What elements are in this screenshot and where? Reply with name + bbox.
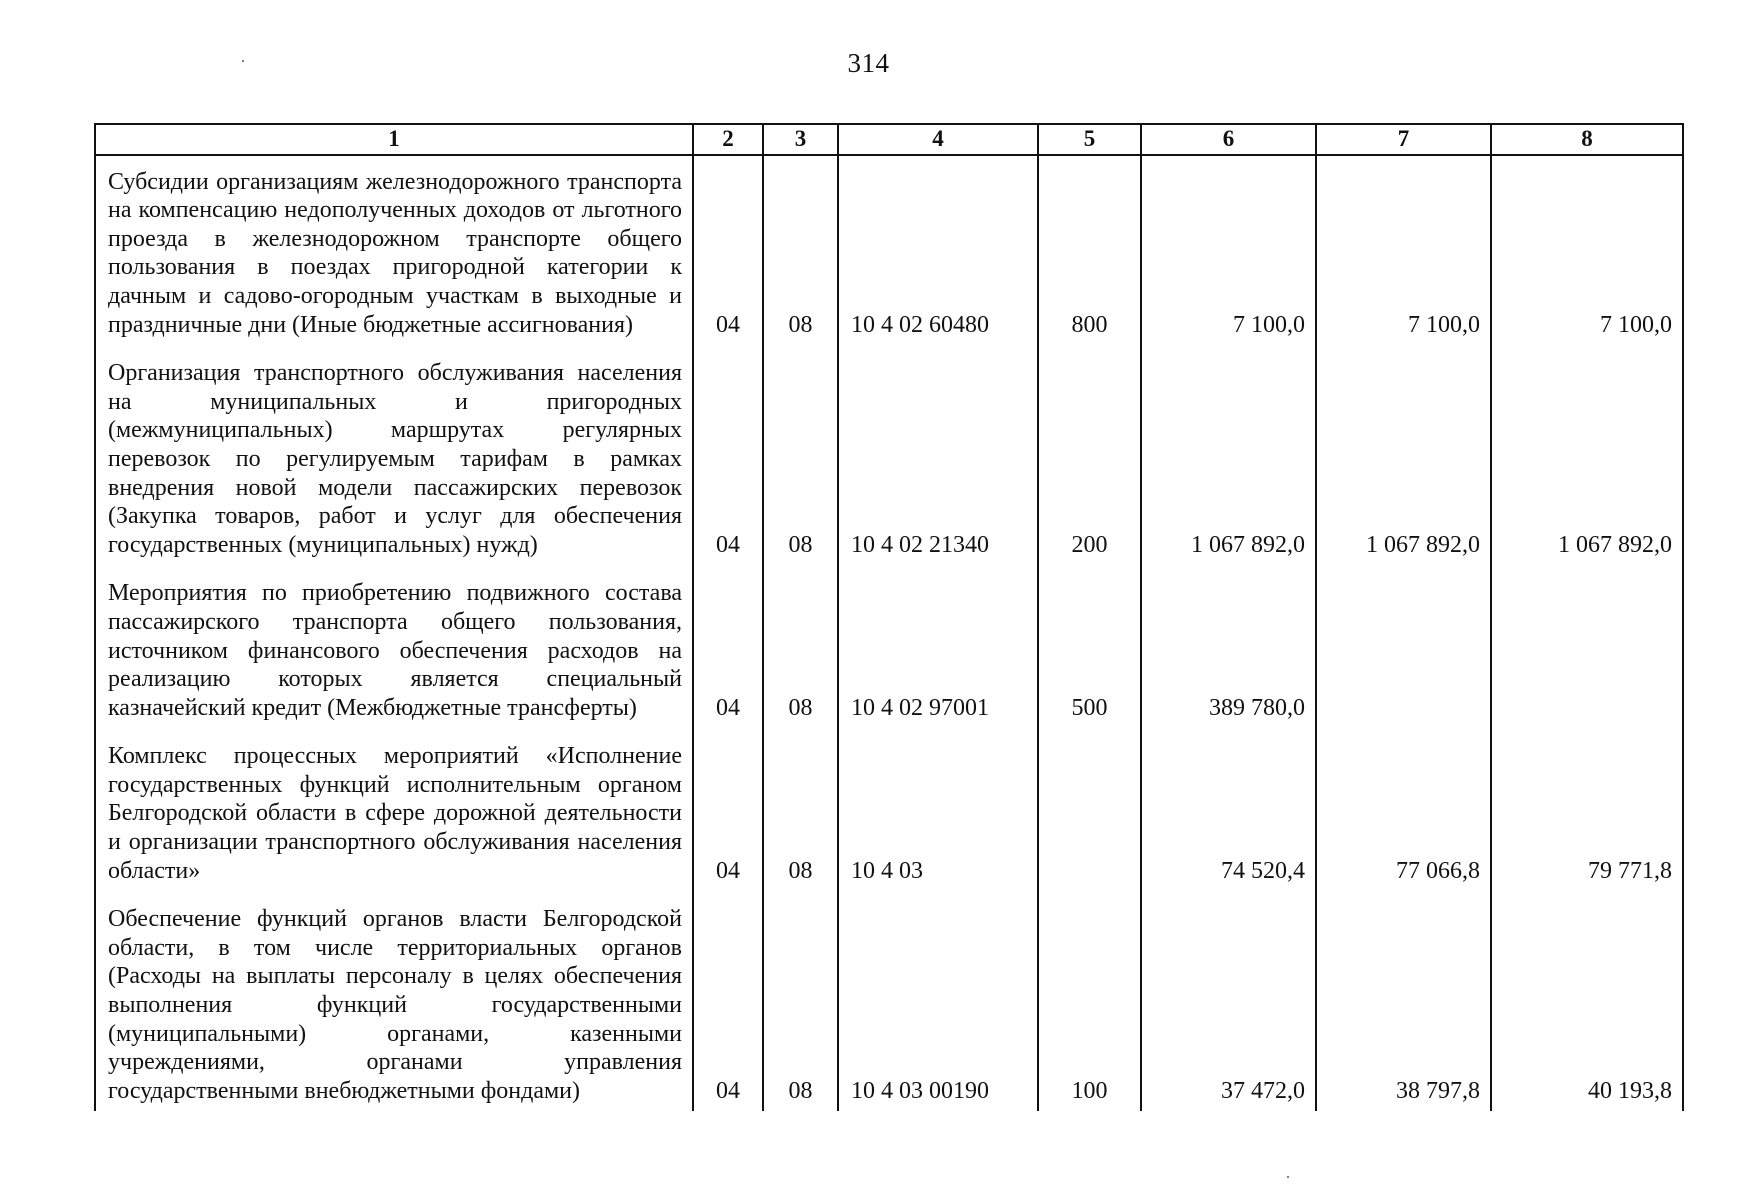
column-header: 4 bbox=[838, 124, 1038, 155]
expense-type-code: 500 bbox=[1038, 565, 1141, 728]
amount-year2: 77 066,8 bbox=[1316, 728, 1491, 891]
expense-type-code: 100 bbox=[1038, 891, 1141, 1111]
column-header: 6 bbox=[1141, 124, 1316, 155]
target-article-code: 10 4 02 21340 bbox=[838, 345, 1038, 565]
amount-year2: 1 067 892,0 bbox=[1316, 345, 1491, 565]
expense-name: Организация транспортного обслуживания населения на муниципальных и пригородных (межмуниципальных) маршрутах регулярных перевозок по регулируемым тарифам в рамках внедрения новой модели пассажирских перевозок (Закупка товаров, работ и услуг для обеспечения государственных (муниципальных) нужд) bbox=[95, 345, 693, 565]
amount-year1: 37 472,0 bbox=[1141, 891, 1316, 1111]
table-row bbox=[95, 345, 1683, 565]
section-code: 04 bbox=[693, 345, 763, 565]
amount-year2: 38 797,8 bbox=[1316, 891, 1491, 1111]
table-row bbox=[95, 728, 1683, 891]
target-article-code: 10 4 03 bbox=[838, 728, 1038, 891]
expense-type-code: 200 bbox=[1038, 345, 1141, 565]
expense-name: Комплекс процессных мероприятий «Исполнение государственных функций исполнительным органом Белгородской области в сфере дорожной деятельности и организации транспортного обслуживания населения области» bbox=[95, 728, 693, 891]
column-header: 8 bbox=[1491, 124, 1683, 155]
column-header: 1 bbox=[95, 124, 693, 155]
amount-year3: 79 771,8 bbox=[1491, 728, 1683, 891]
table-row bbox=[95, 155, 1683, 346]
column-header: 3 bbox=[763, 124, 838, 155]
amount-year2: 7 100,0 bbox=[1316, 155, 1491, 346]
amount-year3 bbox=[1491, 565, 1683, 728]
amount-year1: 7 100,0 bbox=[1141, 155, 1316, 346]
scan-speck bbox=[242, 60, 244, 62]
table-row bbox=[95, 891, 1683, 1111]
target-article-code: 10 4 03 00190 bbox=[838, 891, 1038, 1111]
target-article-code: 10 4 02 60480 bbox=[838, 155, 1038, 346]
subsection-code: 08 bbox=[763, 155, 838, 346]
column-header: 2 bbox=[693, 124, 763, 155]
page-number: 314 bbox=[847, 48, 890, 78]
amount-year3: 40 193,8 bbox=[1491, 891, 1683, 1111]
section-code: 04 bbox=[693, 565, 763, 728]
amount-year1: 389 780,0 bbox=[1141, 565, 1316, 728]
header-row bbox=[95, 124, 1683, 155]
amount-year3: 1 067 892,0 bbox=[1491, 345, 1683, 565]
amount-year1: 74 520,4 bbox=[1141, 728, 1316, 891]
section-code: 04 bbox=[693, 155, 763, 346]
subsection-code: 08 bbox=[763, 728, 838, 891]
subsection-code: 08 bbox=[763, 345, 838, 565]
expense-name: Субсидии организациям железнодорожного транспорта на компенсацию недополученных доходов от льготного проезда в железнодорожном транспорте общего пользования в поездах пригородной категории к дачным и садово-огородным участкам в выходные и праздничные дни (Иные бюджетные ассигнования) bbox=[95, 155, 693, 346]
column-header: 7 bbox=[1316, 124, 1491, 155]
expense-name: Обеспечение функций органов власти Белгородской области, в том числе территориальных органов (Расходы на выплаты персоналу в целях обеспечения выполнения функций государственными (муниципальными) органами, казенными учреждениями, органами управления государственными внебюджетными фондами) bbox=[95, 891, 693, 1111]
expense-type-code: 800 bbox=[1038, 155, 1141, 346]
column-header: 5 bbox=[1038, 124, 1141, 155]
subsection-code: 08 bbox=[763, 565, 838, 728]
amount-year2 bbox=[1316, 565, 1491, 728]
budget-allocation-table bbox=[94, 123, 1684, 1111]
amount-year1: 1 067 892,0 bbox=[1141, 345, 1316, 565]
section-code: 04 bbox=[693, 891, 763, 1111]
subsection-code: 08 bbox=[763, 891, 838, 1111]
expense-name: Мероприятия по приобретению подвижного состава пассажирского транспорта общего пользования, источником финансового обеспечения расходов на реализацию которых является специальный казначейский кредит (Межбюджетные трансферты) bbox=[95, 565, 693, 728]
amount-year3: 7 100,0 bbox=[1491, 155, 1683, 346]
section-code: 04 bbox=[693, 728, 763, 891]
table-row bbox=[95, 565, 1683, 728]
target-article-code: 10 4 02 97001 bbox=[838, 565, 1038, 728]
scan-speck bbox=[1287, 1176, 1289, 1178]
expense-type-code bbox=[1038, 728, 1141, 891]
